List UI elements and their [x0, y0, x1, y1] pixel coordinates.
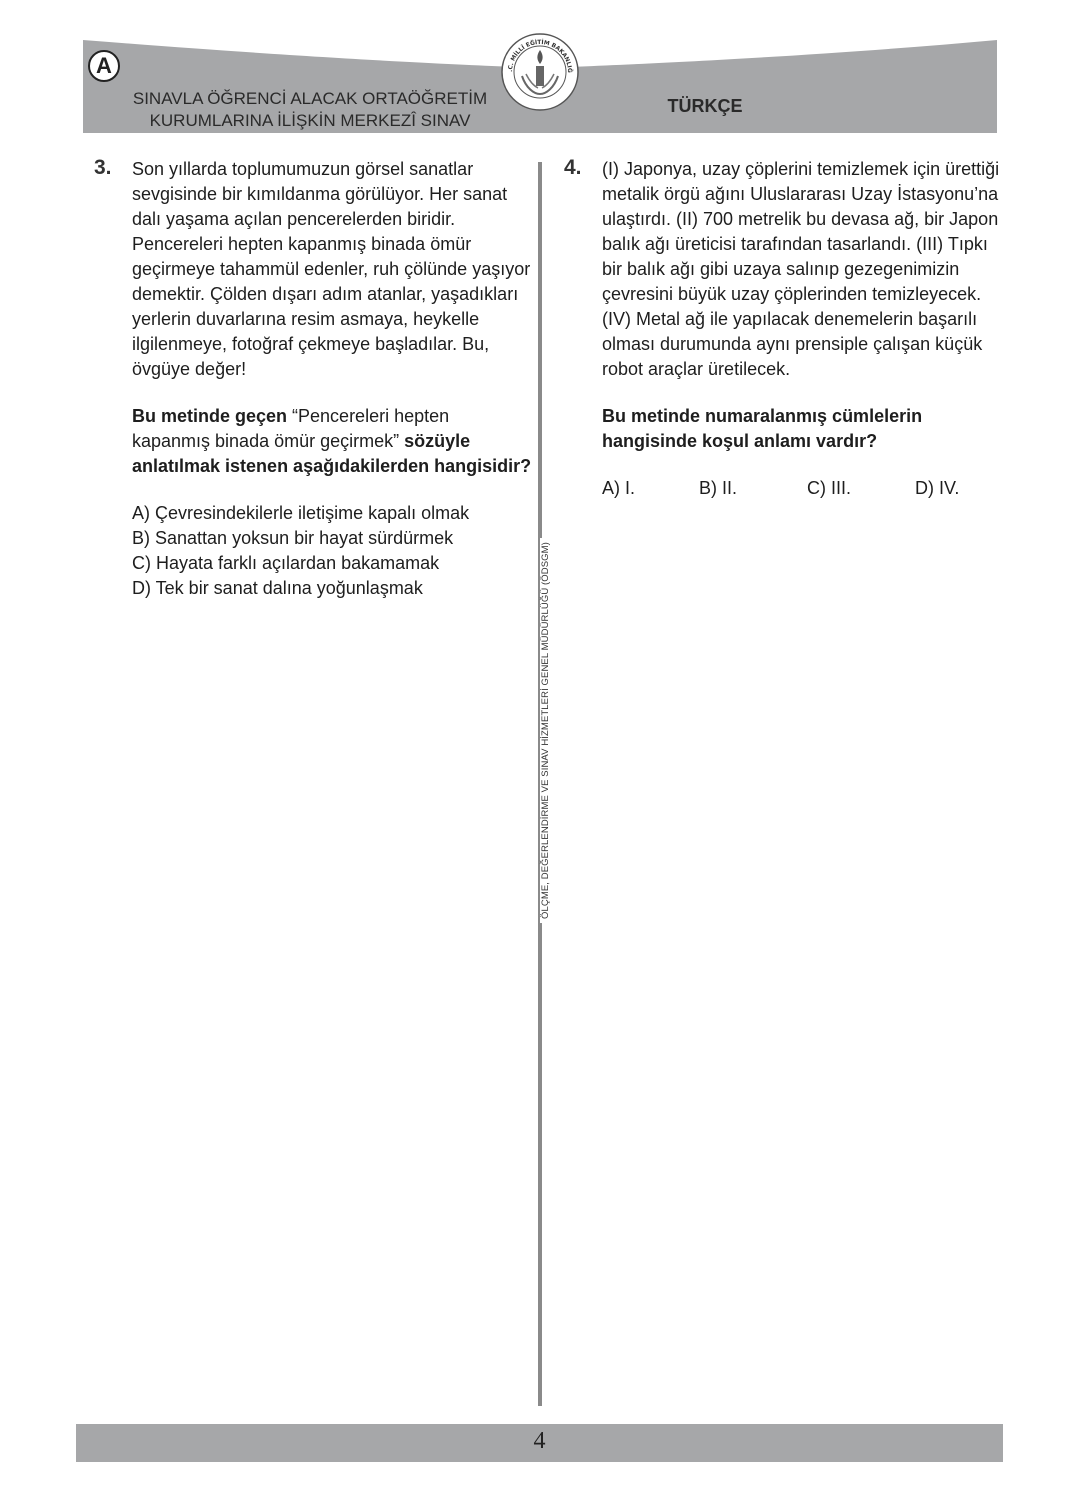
option-a[interactable]: A) Çevresindekilerle iletişime kapalı olmak [132, 503, 470, 523]
subject-title: TÜRKÇE [667, 96, 743, 116]
option-c[interactable]: C) Hayata farklı açılardan bakamamak [132, 553, 440, 573]
question-3 [132, 157, 532, 601]
option-c[interactable]: C) III. [807, 478, 851, 498]
option-b[interactable]: B) Sanattan yoksun bir hayat sürdürmek [132, 528, 454, 548]
logo-text: .C. MİLLÎ EĞİTİM BAKANLIĞ [507, 39, 573, 73]
question-passage: (I) Japonya, uzay çöplerini temizlemek için ürettiği metalik örgü ağını Uluslararası Uzay İstasyonu’na ulaştırdı. (II) 700 metrelik bu devasa ağ, bir Japon balık ağı üreticisi tarafından tasarlandı. (III) Tıpkı bir balık ağı gibi uzaya salınıp gezegenimizin çevresini büyük uzay çöplerinden temizleyecek. (IV) Metal ağ ile yapılacak denemelerin başarılı olması durumunda aynı prensiple çalışan küçük robot araçlar üretilecek. [602, 159, 1000, 379]
answer-options [132, 501, 532, 601]
option-d[interactable]: D) IV. [915, 478, 960, 498]
stem-bold-part: Bu metinde geçen [132, 406, 288, 426]
stem-quote: “Pencereleri hepten kapanmış binada ömür geçirmek” [132, 406, 450, 451]
exam-title-line2: KURUMLARINA İLİŞKİN MERKEZÎ SINAV [149, 111, 471, 130]
question-4 [602, 157, 1002, 501]
option-a[interactable]: A) I. [602, 478, 636, 498]
question-number: 3. [94, 156, 112, 179]
option-d[interactable]: D) Tek bir sanat dalına yoğunlaşmak [132, 578, 423, 598]
odsgm-side-label: ÖLÇME, DEĞERLENDİRME VE SINAV HİZMETLERİ GENEL MÜDÜRLÜĞÜ (ÖDSGM) [540, 538, 551, 923]
option-b[interactable]: B) II. [699, 478, 738, 498]
stem-bold-part: sözüyle anlatılmak istenen aşağıdakilerden hangisidir? [132, 431, 532, 476]
question-passage: Son yıllarda toplumumuzun görsel sanatlar sevgisinde bir kımıldanma görülüyor. Her sanat dalı yaşama açılan pencerelerden biridir. Pencereleri hepten kapanmış binada ömür geçirmeye tahammül edenler, ruh çölünde yaşıyor demektir. Çölden dışarı adım atanlar, yaşadıkları yerlerin duvarlarına resim asmaya, heykelle ilgilenmeye, fotoğraf çekmeye başladılar. Bu, övgüye değer! [132, 159, 531, 379]
page-number: 4 [533, 1428, 546, 1454]
question-stem: Bu metinde numaralanmış cümlelerin hangisinde koşul anlamı vardır? [602, 406, 923, 451]
question-number: 4. [564, 156, 582, 179]
booklet-type-badge: A [88, 50, 120, 82]
question-stem [132, 404, 532, 479]
exam-title-line1: SINAVLA ÖĞRENCİ ALACAK ORTAÖĞRETİM [132, 89, 488, 108]
answer-options [602, 476, 1002, 501]
page-header [0, 0, 1080, 140]
exam-title [130, 88, 490, 132]
page-footer [76, 1424, 1003, 1462]
